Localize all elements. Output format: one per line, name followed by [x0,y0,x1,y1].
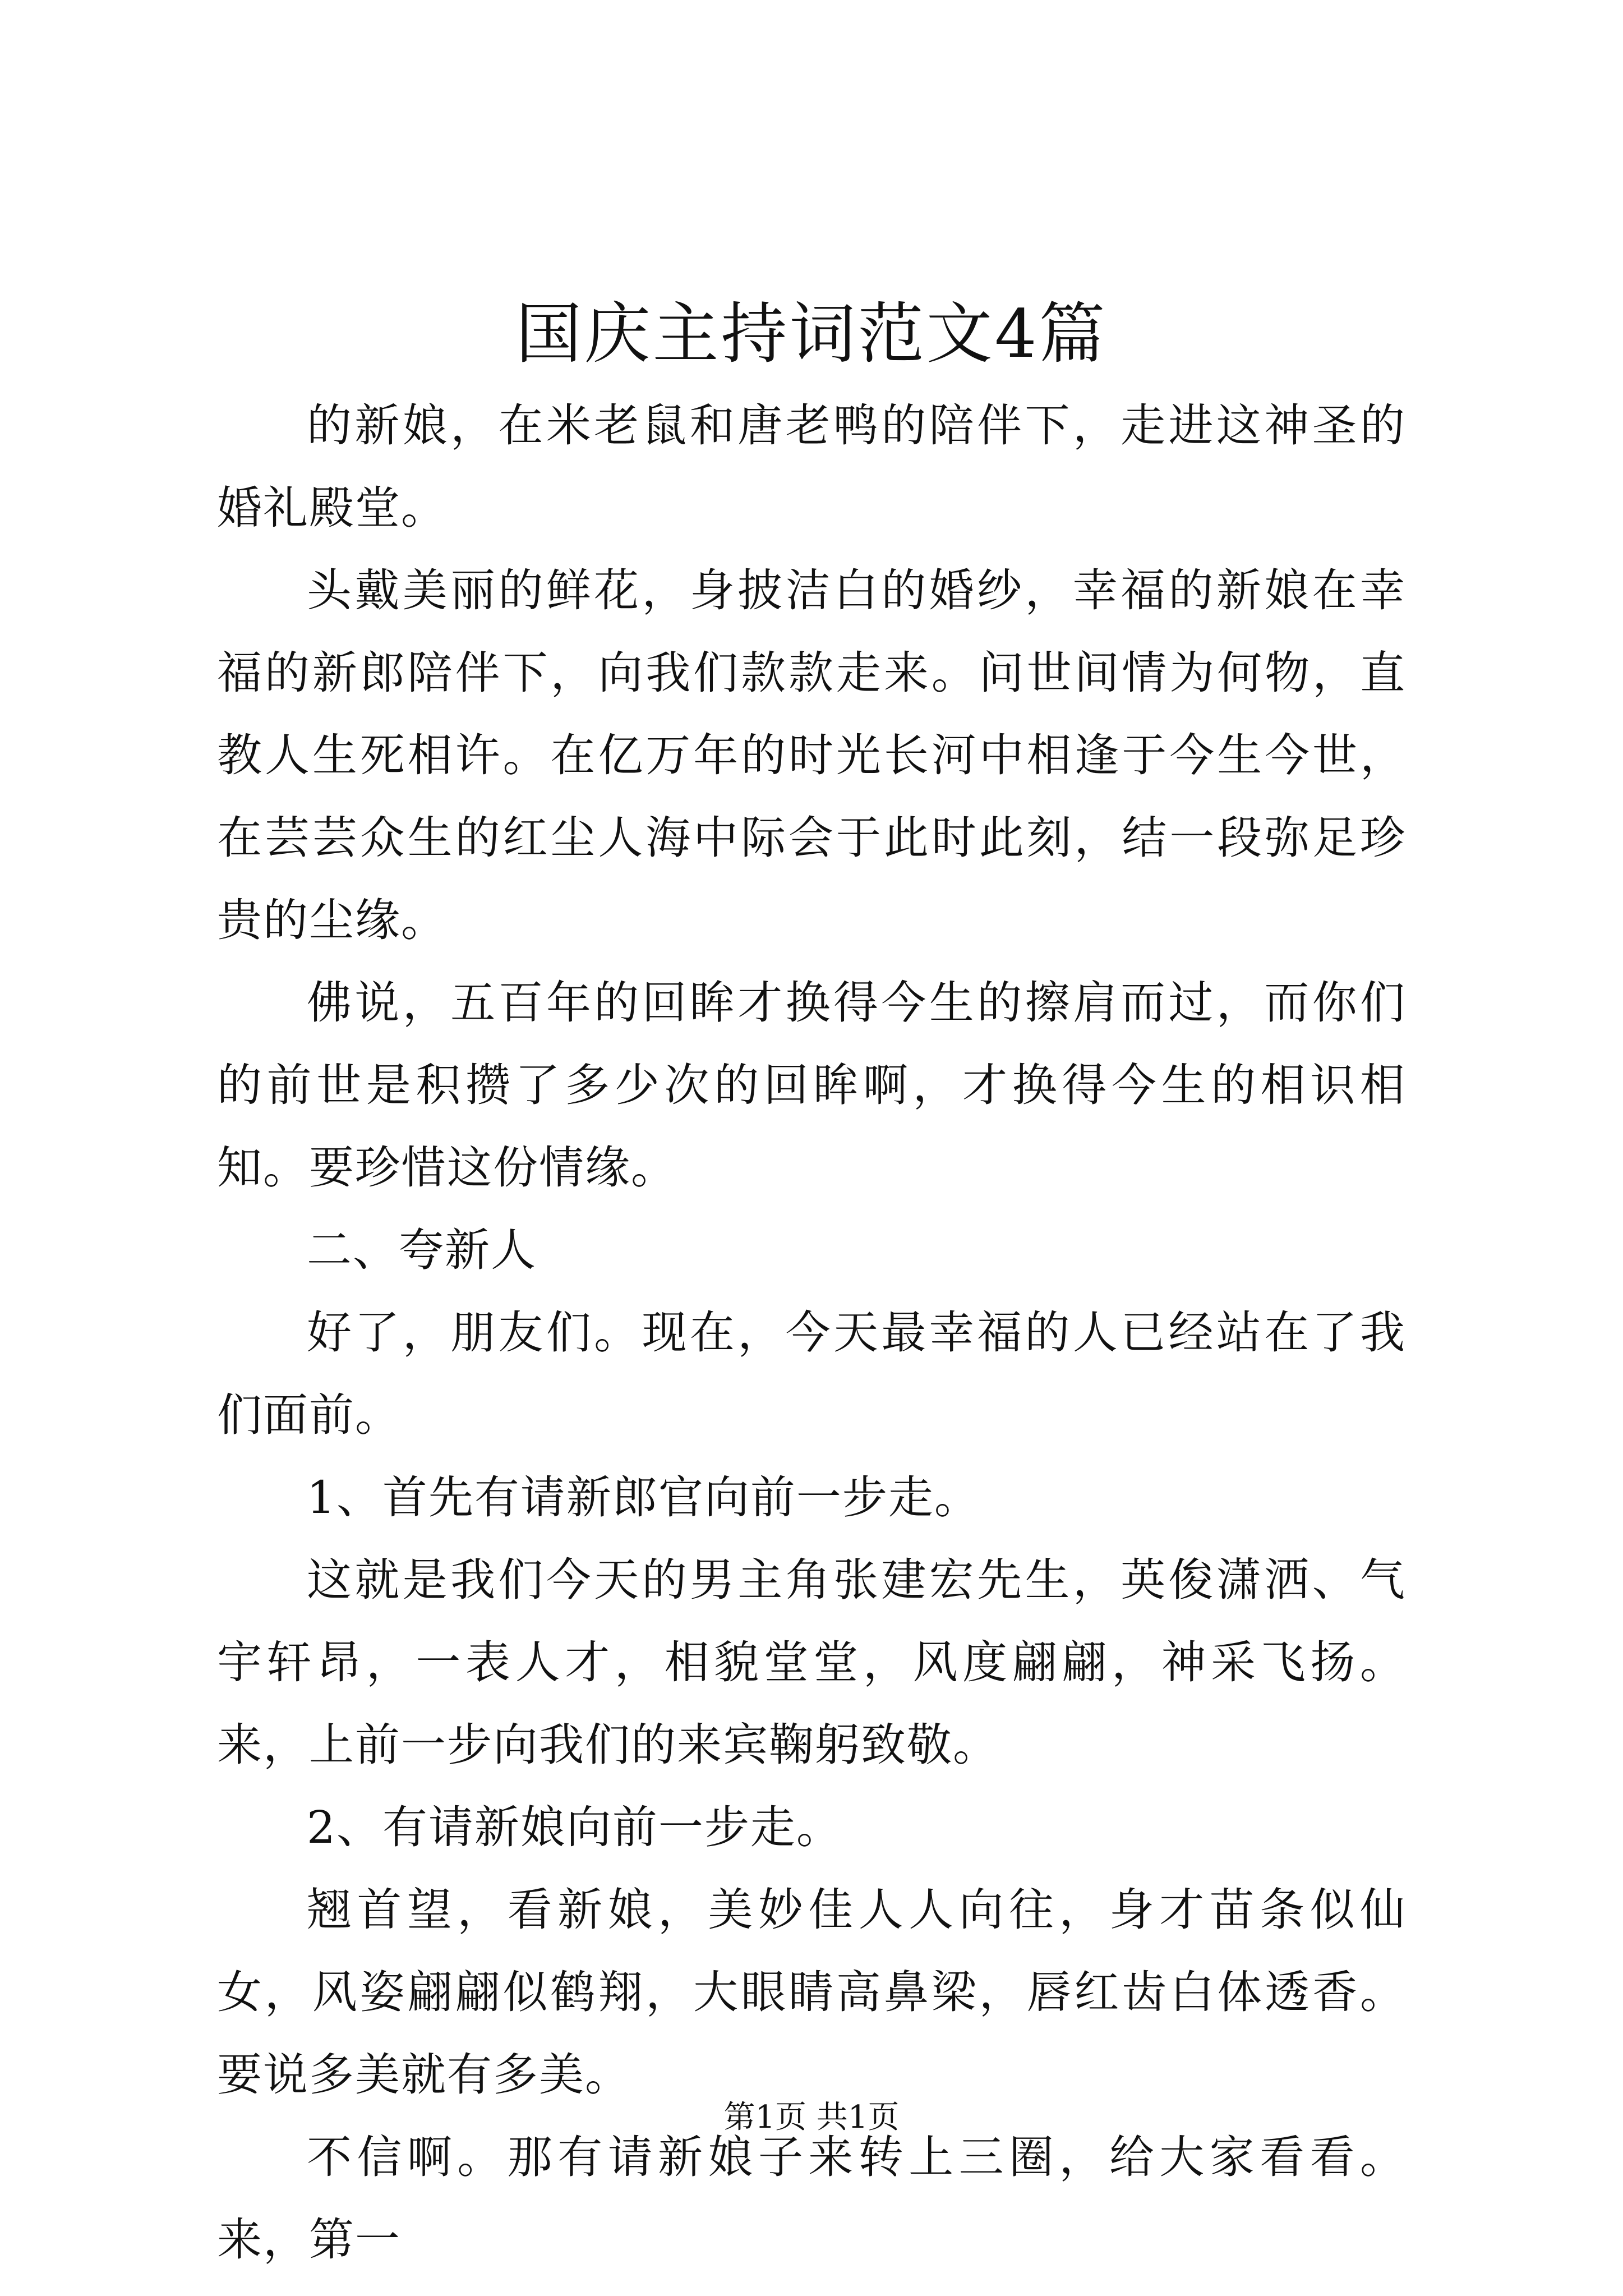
page-footer: 第1页 共1页 [723,2099,900,2136]
paragraph-6: 1、首先有请新郎官向前一步走。 [307,1471,980,1524]
document-body [217,384,1406,2281]
paragraph-7: 这就是我们今天的男主角张建宏先生，英俊潇洒、气宇轩昂，一表人才，相貌堂堂，风度翩翩，神采飞扬。来，上前一步向我们的来宾鞠躬致敬。 [217,1554,1406,1771]
paragraph-3: 佛说，五百年的回眸才换得今生的擦肩而过，而你们的前世是积攒了多少次的回眸啊，才换得今生的相识相知。要珍惜这份情缘。 [217,977,1406,1194]
document-title: 国庆主持词范文4篇 [515,295,1108,372]
paragraph-2: 头戴美丽的鲜花，身披洁白的婚纱，幸福的新娘在幸福的新郎陪伴下，向我们款款走来。问世间情为何物，直教人生死相许。在亿万年的时光长河中相逢于今生今世，在芸芸众生的红尘人海中际会于此时此刻，结一段弥足珍贵的尘缘。 [217,564,1406,946]
paragraph-10: 不信啊。那有请新娘子来转上三圈，给大家看看。来，第一 [217,2131,1406,2266]
paragraph-1: 的新娘，在米老鼠和唐老鸭的陪伴下，走进这神圣的婚礼殿堂。 [217,399,1406,534]
paragraph-8: 2、有请新娘向前一步走。 [307,1801,842,1853]
paragraph-9: 翘首望，看新娘，美妙佳人人向往，身才苗条似仙女，风姿翩翩似鹤翔，大眼睛高鼻梁，唇红齿白体透香。要说多美就有多美。 [217,1884,1406,2101]
paragraph-5: 好了，朋友们。现在，今天最幸福的人已经站在了我们面前。 [217,1306,1406,1441]
section-heading: 二、夸新人 [307,1224,537,1276]
